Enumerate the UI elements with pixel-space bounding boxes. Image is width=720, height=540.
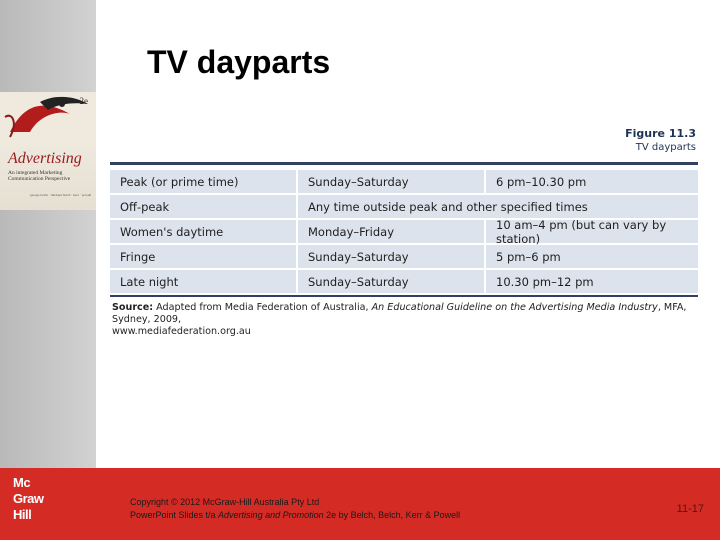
cell-daypart: Fringe (110, 245, 296, 268)
footer-copyright (130, 496, 460, 522)
book-cover-image (0, 92, 96, 210)
figure-caption: TV dayparts (635, 142, 696, 153)
cell-days: Sunday–Saturday (298, 170, 484, 193)
source-text-before: Adapted from Media Federation of Australia, (153, 302, 372, 313)
logo-line: Hill (13, 507, 32, 522)
book-title: Advertising (8, 150, 82, 167)
logo-line: Mc (13, 475, 31, 490)
page-number: 11-17 (676, 503, 704, 515)
book-edition: 2e (79, 96, 88, 106)
source-label: Source: (112, 302, 154, 313)
table-row (110, 245, 698, 268)
book-subtitle: An integrated Marketing Communication Perspective (8, 170, 71, 182)
figure-label (625, 127, 696, 153)
cell-days-time: Any time outside peak and other specified times (298, 195, 698, 218)
cell-time: 5 pm–6 pm (486, 245, 698, 268)
dayparts-table (110, 170, 698, 293)
table-bottom-rule (110, 295, 698, 297)
cell-daypart: Late night (110, 270, 296, 293)
slides-title: Advertising and Promotion (218, 510, 324, 520)
source-note (112, 302, 702, 338)
table-row (110, 217, 698, 246)
cell-days: Sunday–Saturday (298, 270, 484, 293)
source-work-title: An Educational Guideline on the Advertising Media Industry (371, 302, 658, 313)
table-row (110, 195, 698, 218)
figure-number: Figure 11.3 (625, 127, 696, 140)
source-text-after: , MFA, Sydney, 2009, (112, 302, 687, 325)
table-row (110, 270, 698, 293)
cell-time: 10 am–4 pm (but can vary by station) (486, 220, 698, 243)
left-side-strip (0, 0, 96, 468)
mcgraw-hill-logo (13, 476, 73, 530)
table-row (110, 170, 698, 193)
cell-daypart: Peak (or prime time) (110, 170, 296, 193)
slide-title: TV dayparts (147, 44, 331, 80)
slides-suffix: 2e by Belch, Belch, Kerr & Powell (323, 510, 461, 520)
book-authors: george belch · michael belch · kerr · powell (30, 193, 92, 197)
cell-days: Monday–Friday (298, 220, 484, 243)
slides-prefix: PowerPoint Slides t/a (130, 510, 219, 520)
source-url: www.mediafederation.org.au (112, 326, 251, 337)
cell-daypart: Women's daytime (110, 220, 296, 243)
table-top-rule (110, 162, 698, 165)
cell-days: Sunday–Saturday (298, 245, 484, 268)
cell-time: 6 pm–10.30 pm (486, 170, 698, 193)
logo-line: Graw (13, 491, 44, 506)
cell-daypart: Off-peak (110, 195, 296, 218)
cell-time: 10.30 pm–12 pm (486, 270, 698, 293)
copyright-line: Copyright © 2012 McGraw-Hill Australia Pty Ltd (130, 497, 320, 507)
